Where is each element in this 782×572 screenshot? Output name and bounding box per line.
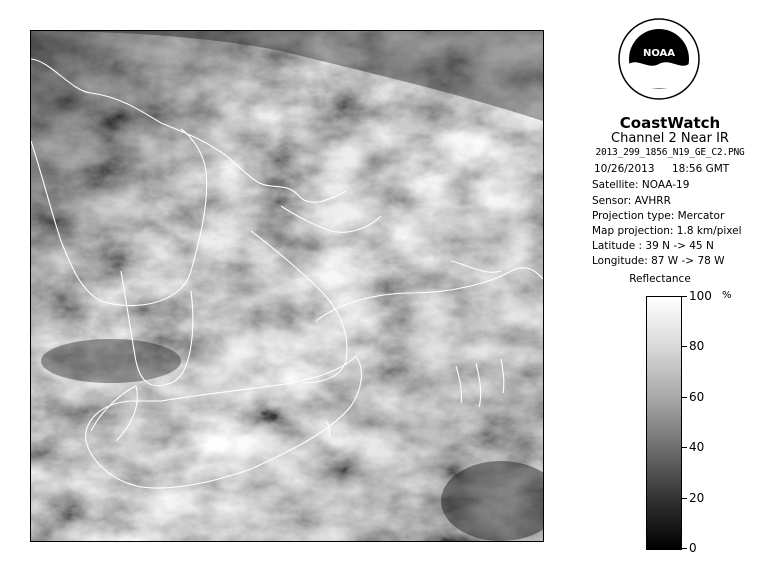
filename: 2013_299_1856_N19_GE_C2.PNG (595, 147, 745, 158)
colorbar-tick-label: 20 (689, 490, 705, 505)
legend-title: Reflectance (629, 273, 691, 285)
colorbar-tick (681, 296, 687, 297)
colorbar-tick-label: 80 (689, 339, 705, 354)
title: CoastWatch (619, 114, 721, 132)
latitude: Latitude : 39 N -> 45 N (592, 240, 714, 252)
sensor: Sensor: AVHRR (592, 195, 671, 207)
colorbar-tick-label: 0 (689, 541, 697, 555)
satellite-image (30, 30, 544, 542)
colorbar-ticks (681, 289, 761, 555)
map-projection: Map projection: 1.8 km/pixel (592, 225, 742, 237)
date: 10/26/2013 (594, 163, 655, 175)
cloud-shading (31, 31, 543, 541)
logo-text: NOAA (642, 48, 676, 59)
colorbar (646, 296, 682, 550)
noaa-logo-icon (618, 18, 700, 100)
colorbar-tick (681, 548, 687, 549)
projection-type: Projection type: Mercator (592, 210, 725, 222)
colorbar-tick-label: 40 (689, 440, 705, 455)
colorbar-tick (681, 498, 687, 499)
legend-unit: % (722, 290, 732, 301)
subtitle: Channel 2 Near IR (611, 131, 729, 146)
colorbar-tick (681, 447, 687, 448)
colorbar-tick (681, 346, 687, 347)
satellite: Satellite: NOAA-19 (592, 179, 690, 191)
dark-cloud-region (41, 339, 181, 383)
time: 18:56 GMT (672, 163, 730, 175)
colorbar-tick-label: 100 (689, 289, 712, 303)
satellite-imagery-svg (31, 31, 543, 541)
colorbar-tick (681, 397, 687, 398)
colorbar-tick-label: 60 (689, 389, 705, 404)
longitude: Longitude: 87 W -> 78 W (592, 255, 725, 267)
